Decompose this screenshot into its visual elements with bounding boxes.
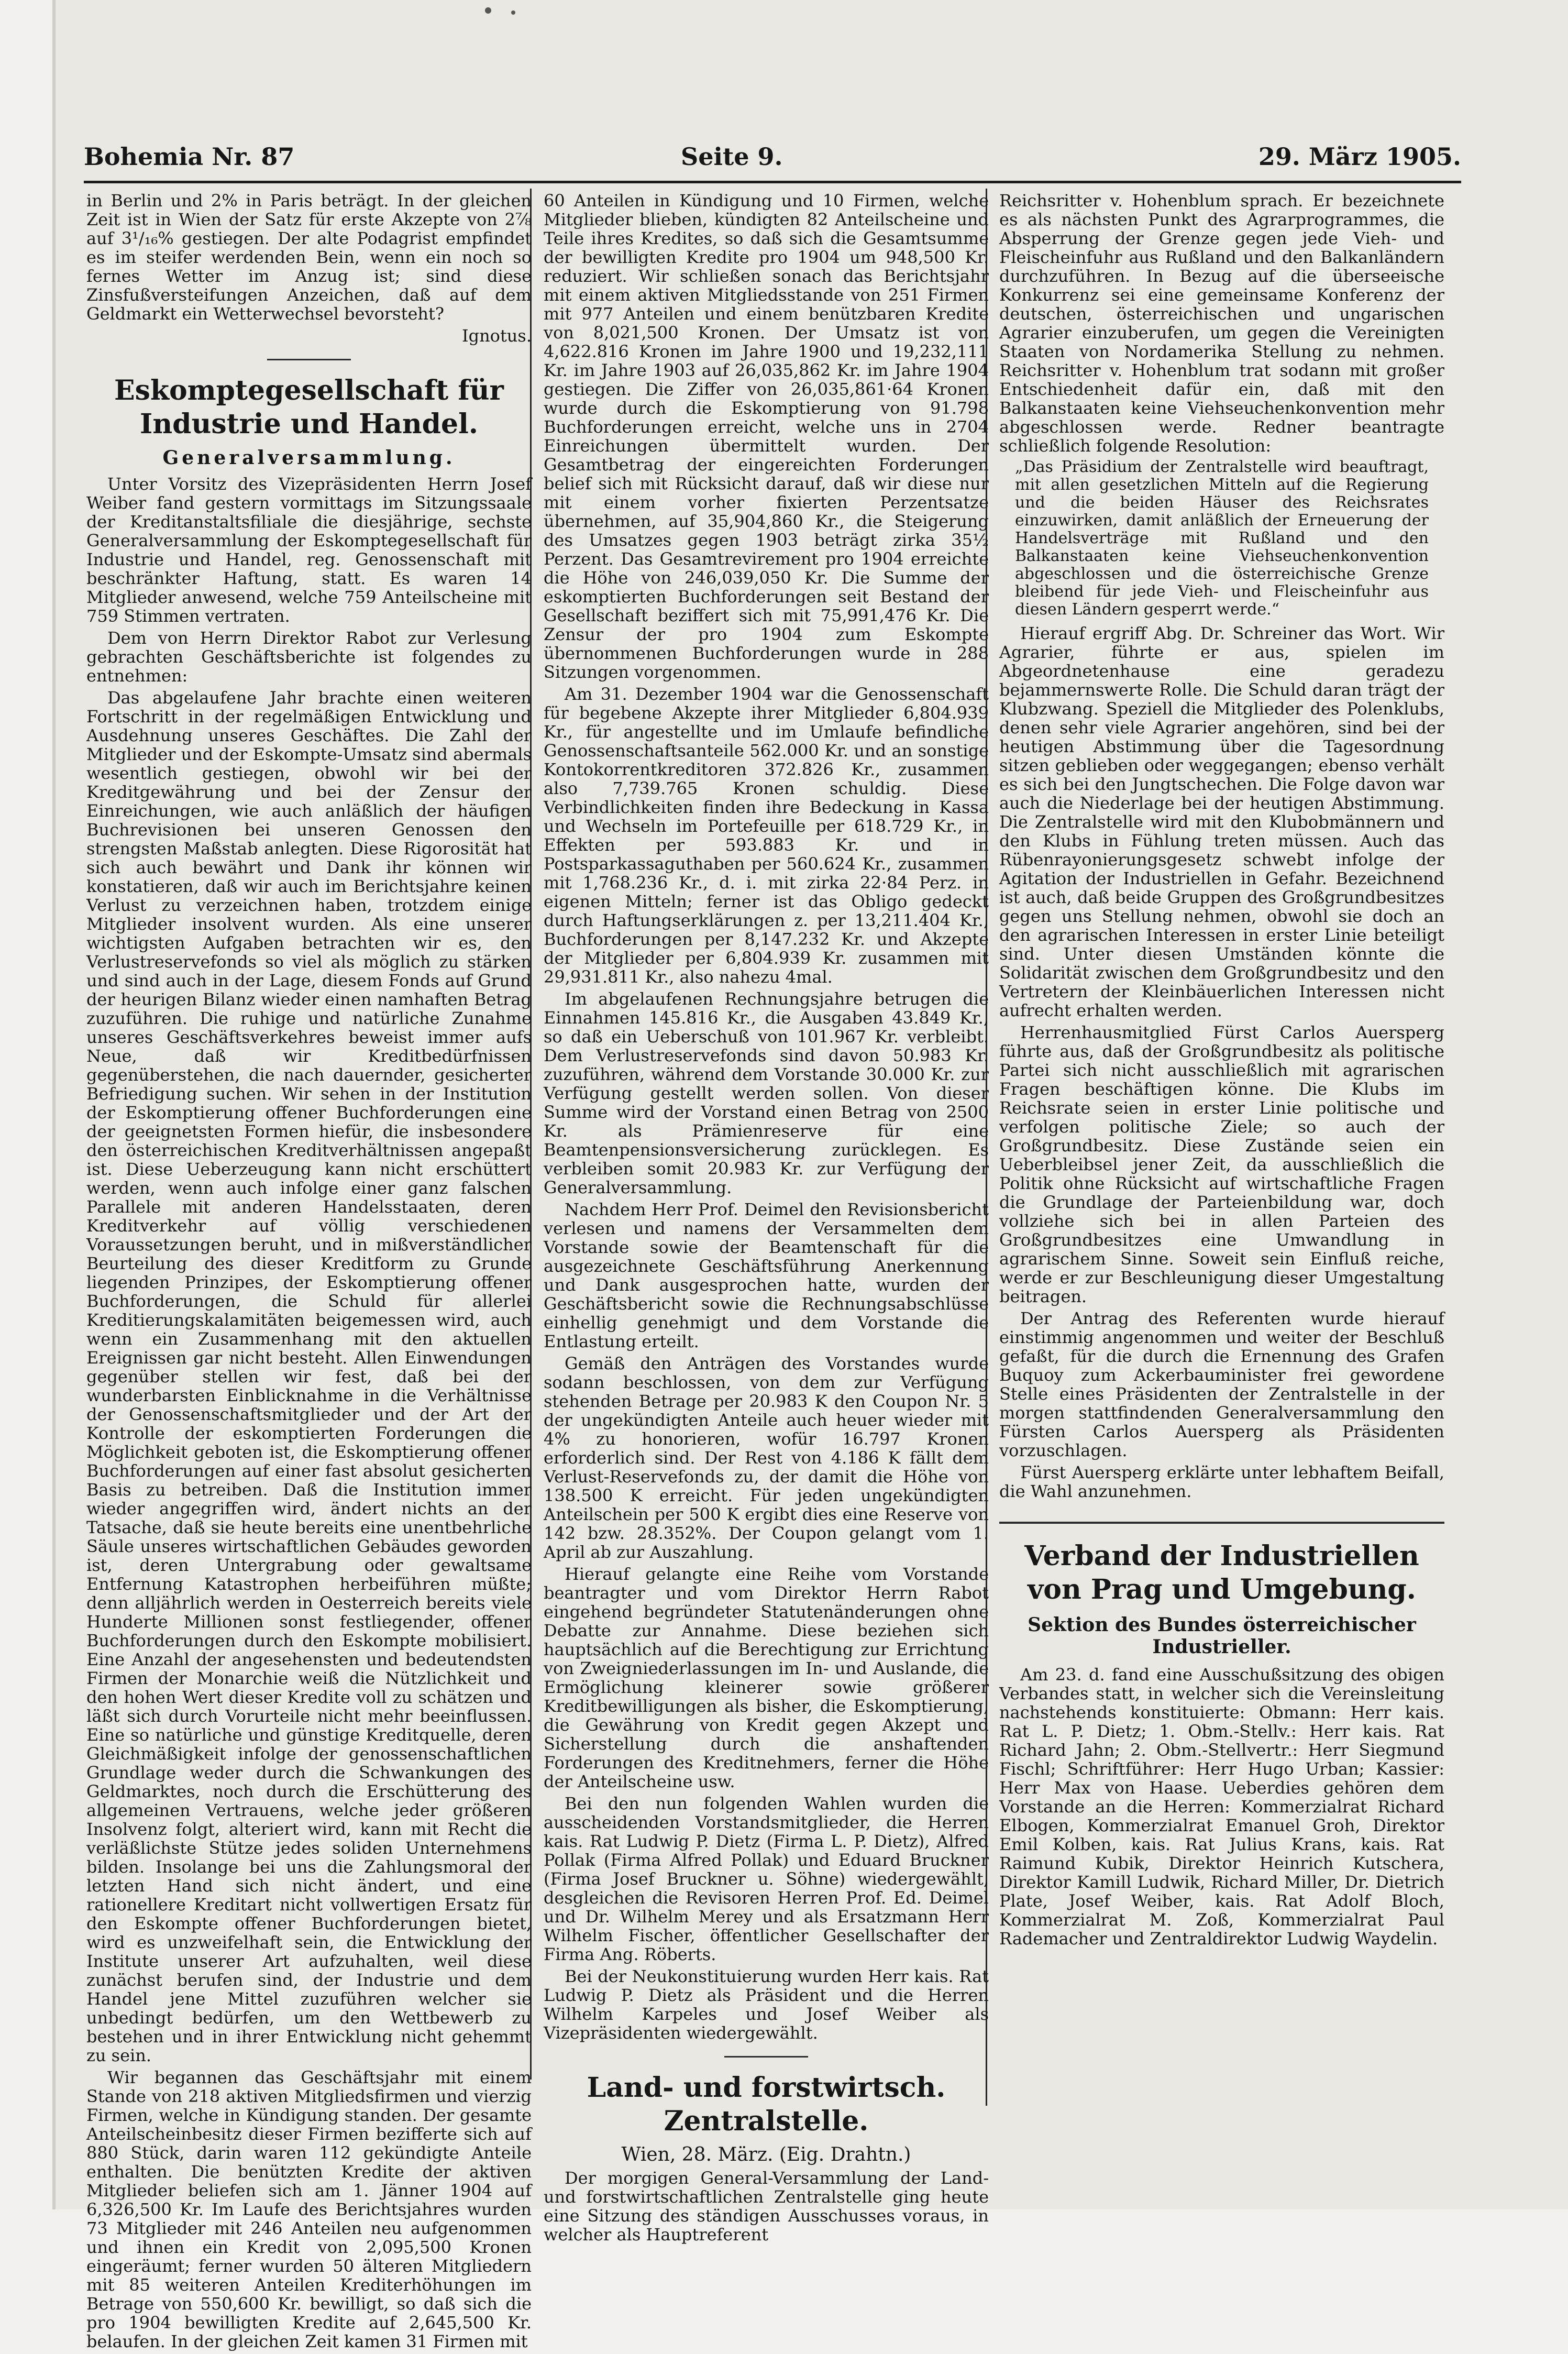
article-paragraph: Unter Vorsitz des Vizepräsidenten Herrn Josef Weiber fand gestern vormittags im Sitzungssaale der Kreditanstaltsfiliale die diesjährige, sechste Generalversammlung der Eskomptegesellschaft für Industrie und Handel, reg. Genossenschaft mit beschränkter Haftung, statt. Es waren 14 Mitglieder anwesend, welche 759 Anteilscheine mit 759 Stimmen vertraten. bbox=[86, 474, 532, 626]
article-paragraph: Am 31. Dezember 1904 war die Genossenschaft für begebene Akzepte ihrer Mitglieder 6,804.939 Kr., für angestellte und im Umlaufe befindliche Genossenschaftsanteile 562.000 Kr. und an sonstige Kontokorrentkreditoren 372.826 Kr., zusammen also 7,739.765 Kronen schuldig. Diese Verbindlichkeiten finden ihre Bedeckung in Kassa und Wechseln im Portefeuille per 618.729 Kr., in Effekten per 593.883 Kr. und in Postsparkassaguthaben per 560.624 Kr., zusammen mit 1,768.236 Kr., d. i. mit zirka 22·84 Perz. in eigenen Mitteln; ferner ist das Obligo gedeckt durch Haftungserklärungen z. per 13,211.404 Kr., Buchforderungen per 8,147.232 Kr. und Akzepte der Mitglieder per 6,804.939 Kr. zusammen mit 29,931.811 Kr., also nahezu 4mal. bbox=[544, 684, 989, 987]
article-signature: Ignotus. bbox=[461, 326, 532, 346]
scan-dot bbox=[511, 10, 515, 15]
article-dateline: Wien, 28. März. (Eig. Drahtn.) bbox=[621, 2144, 911, 2165]
article-paragraph: in Berlin und 2% in Paris beträgt. In der gleichen Zeit ist in Wien der Satz für erste Akzepte von 2⅞ auf 3¹/₁₆% gestiegen. Der alte Podagrist empfindet es im steifer werdenden Bein, wenn ein noch so fernes Wetter im Anzug ist; sind diese Zinsfußversteifungen Anzeichen, daß auf dem Geldmarkt ein Wetterwechsel bevorsteht? bbox=[86, 191, 532, 324]
article-paragraph: Der morgigen General-Versammlung der Land- und forstwirtschaftlichen Zentralstelle ging heute eine Sitzung des ständigen Ausschusses voraus, in welcher als Hauptreferent bbox=[544, 2168, 989, 2245]
article-paragraph: Wir begannen das Geschäftsjahr mit einem Stande von 218 aktiven Mitgliedsfirmen und vierzig Firmen, welche in Kündigung standen. Der gesamte Anteilscheinbesitz dieser Firmen bezifferte sich auf 880 Stück, darin waren 112 gekündigte Anteile enthalten. Die benützten Kredite der aktiven Mitglieder beliefen sich am 1. Jänner 1904 auf 6,326,500 Kr. Im Laufe des Berichtsjahres wurden 73 Mitglieder mit 246 Anteilen neu aufgenommen und ihnen ein Kredit von 2,095,500 Kronen eingeräumt; ferner wurden 50 älteren Mitgliedern mit 85 weiteren Anteilen Krediterhöhungen im Betrage von 550,600 Kr. bewilligt, so daß sich die pro 1904 bewilligten Kredite auf 2,645,500 Kr. belaufen. In der gleichen Zeit kamen 31 Firmen mit bbox=[86, 2067, 532, 2351]
article-paragraph: Am 23. d. fand eine Ausschußsitzung des obigen Verbandes statt, in welcher sich die Vereinsleitung nachstehends konstituierte: Obmann: Herr kais. Rat L. P. Dietz; 1. Obm.-Stellv.: Herr kais. Rat Richard Jahn; 2. Obm.-Stellvertr.: Herr Siegmund Fischl; Schriftführer: Herr Hugo Urban; Kassier: Herr Max von Haase. Ueberdies gehören dem Vorstande an die Herren: Kommerzialrat Richard Elbogen, Kommerzialrat Emanuel Groh, Direktor Emil Kolben, kais. Rat Julius Krans, kais. Rat Raimund Kubik, Direktor Heinrich Kutschera, Direktor Kamill Ludwik, Richard Miller, Dr. Dietrich Plate, Josef Weiber, kais. Rat Adolf Bloch, Kommerzialrat M. Zoß, Kommerzialrat Paul Rademacher und Zentraldirektor Ludwig Waydelin. bbox=[999, 1665, 1444, 1949]
divider-line bbox=[999, 1522, 1444, 1524]
article-paragraph: Gemäß den Anträgen des Vorstandes wurde sodann beschlossen, von dem zur Verfügung stehenden Betrage per 20.983 K den Coupon Nr. 5 der ungekündigten Anteile auch heuer wieder mit 4% zu honorieren, wofür 16.797 Kronen erforderlich sind. Der Rest von 4.186 K fällt dem Verlust-Reservefonds zu, der damit die Höhe von 138.500 K erreicht. Für jeden ungekündigten Anteilschein per 500 K ergibt dies eine Reserve von 142 bzw. 28.352%. Der Coupon gelangt vom 1. April ab zur Auszahlung. bbox=[544, 1354, 989, 1562]
column-2 bbox=[544, 191, 989, 2247]
article-paragraph: Herrenhausmitglied Fürst Carlos Auersperg führte aus, daß der Großgrundbesitz als politische Partei sich nicht ausschließlich mit agrarischen Fragen beschäftigen könne. Die Klubs im Reichsrate seien in erster Linie politische und verfolgen politische Ziele; so auch der Großgrundbesitz. Diese Zustände seien ein Ueberbleibsel jener Zeit, da ausschließlich die Politik ohne Rücksicht auf wirtschaftliche Fragen die Grundlage der Parteienbildung war, doch vollziehe sich bei in allen Parteien des Großgrundbesitzes eine Umwandlung in agrarischem Sinne. Soweit sein Einfluß reiche, werde er zur Beschleunigung dieser Umgestaltung beitragen. bbox=[999, 1022, 1444, 1306]
resolution-quote: „Das Präsidium der Zentralstelle wird beauftragt, mit allen gesetzlichen Mitteln auf die Regierung und die beiden Häuser des Reichsrates einzuwirken, damit anläßlich der Erneuerung der Handelsverträge mit Rußland und den Balkanstaaten keine Viehseuchenkonvention abgeschlossen und die österreichische Grenze bleibend für jede Vieh- und Fleischeinfuhr aus diesen Ländern gesperrt werde.“ bbox=[1015, 458, 1429, 619]
article-paragraph: Fürst Auersperg erklärte unter lebhaftem Beifall, die Wahl anzunehmen. bbox=[999, 1462, 1444, 1501]
article-paragraph: Das abgelaufene Jahr brachte einen weiteren Fortschritt in der regelmäßigen Entwicklung und Ausdehnung unseres Geschäftes. Die Zahl der Mitglieder und der Eskompte-Umsatz sind abermals wesentlich gestiegen, obwohl wir bei der Kreditgewährung und bei der Zensur der Einreichungen, wie auch anläßlich der häufigen Buchrevisionen bei unseren Genossen den strengsten Maßstab anlegten. Diese Rigorosität hat sich auch bewährt und Dank ihr können wir konstatieren, daß wir auch im Berichtsjahre keinen Verlust zu verzeichnen haben, trotzdem einige Mitglieder insolvent wurden. Als eine unserer wichtigsten Aufgaben betrachten wir es, den Verlustreservefonds so viel als möglich zu stärken und sind auch in der Lage, diesem Fonds auf Grund der heurigen Bilanz wieder einen namhaften Betrag zuzuführen. Die ruhige und natürliche Zunahme unseres Geschäftsverkehres beweist immer aufs Neue, daß wir Kreditbedürfnissen gegenüberstehen, die nach dauernder, gesicherter Befriedigung suchen. Wir sehen in der Institution der Eskomptierung offener Buchforderungen eine der geeignetsten Formen hiefür, die insbesondere den österreichischen Kreditverhältnissen angepaßt ist. Diese Ueberzeugung kann nicht erschüttert werden, wenn auch infolge einer ganz falschen Parallele mit anderen Handelsstaaten, deren Kreditverkehr auf völlig verschiedenen Voraussetzungen beruht, und in mißverständlicher Beurteilung des dieser Kreditform zu Grunde liegenden Prinzipes, der Eskomptierung offener Buchforderungen, die Schuld für allerlei Kreditierungskalamitäten beigemessen wird, auch wenn ein Zusammenhang mit den aktuellen Ereignissen gar nicht besteht. Allen Einwendungen gegenüber stellen wir fest, daß bei der wunderbarsten Einblicknahme in die Verhältnisse der Genossenschaftsmitglieder und der Art der Kontrolle der eskomptierten Forderungen die Möglichkeit geboten ist, die Eskomptierung offener Buchforderungen auf einer fast absolut gesicherten Basis zu betreiben. Daß die Institution immer wieder angegriffen wird, ändert nichts an der Tatsache, daß sie heute bereits eine unentbehrliche Säule unseres wirtschaftlichen Gebäudes geworden ist, deren Untergrabung oder gewaltsame Entfernung Katastrophen herbeiführen müßte; denn alljährlich werden in Oesterreich bereits viele Hunderte Millionen sonst festliegender, offener Buchforderungen durch den Eskompte mobilisiert. Eine Anzahl der angesehensten und bedeutendsten Firmen der Monarchie weiß die Nützlichkeit und den hohen Wert dieser Kredite voll zu schätzen und läßt sich durch Vorurteile nicht mehr beeinflussen. Eine so natürliche und günstige Kreditquelle, deren Gleichmäßigkeit infolge der genossenschaftlichen Grundlage weder durch die Schwankungen des Geldmarktes, noch durch die Erschütterung des allgemeinen Vertrauens, welche jeder größeren Insolvenz folgt, alteriert wird, kann mit Recht die verläßlichste Stütze jedes soliden Unternehmens bilden. Insolange bei uns die Zahlungsmoral der letzten Hand sich nicht ändert, und eine rationellere Kreditart nicht vollwertigen Ersatz für den Eskompte offener Buchforderungen bietet, wird es unzweifelhaft sein, die Entwicklung der Institute unserer Art aufzuhalten, weil diese zunächst berufen sind, der Industrie und dem Handel jene Mittel zuzuführen welcher sie unbedingt bedürfen, um den Wettbewerb zu bestehen und in ihrer Entwicklung nicht gehemmt zu sein. bbox=[86, 688, 532, 2065]
article-paragraph: Bei den nun folgenden Wahlen wurden die ausscheidenden Vorstandsmitglieder, die Herren kais. Rat Ludwig P. Dietz (Firma L. P. Dietz), Alfred Pollak (Firma Alfred Pollak) und Eduard Bruckner (Firma Josef Bruckner u. Söhne) wiedergewählt, desgleichen die Revisoren Herren Prof. Ed. Deimel und Dr. Wilhelm Merey und als Ersatzmann Herr Wilhelm Fischer, öffentlicher Gesellschafter der Firma Ang. Röberts. bbox=[544, 1794, 989, 1964]
column-3 bbox=[999, 191, 1444, 1951]
article-heading: Verband der Industriellen von Prag und Umgebung. bbox=[1024, 1540, 1419, 1605]
divider-line bbox=[724, 2056, 808, 2058]
scan-dot bbox=[485, 7, 491, 14]
article-paragraph: Dem von Herrn Direktor Rabot zur Verlesung gebrachten Geschäftsberichte ist folgendes zu entnehmen: bbox=[86, 628, 532, 686]
running-header bbox=[84, 142, 1461, 179]
article-paragraph: Der Antrag des Referenten wurde hierauf einstimmig angenommen und weiter der Beschluß gefaßt, für die durch die Ernennung des Grafen Buquoy zum Ackerbauminister frei gewordene Stelle eines Präsidenten der Zentralstelle in der morgen stattfindenden Generalversammlung den Fürsten Carlos Auersperg als Präsidenten vorzuschlagen. bbox=[999, 1308, 1444, 1460]
article-paragraph: Bei der Neukonstituierung wurden Herr kais. Rat Ludwig P. Dietz als Präsident und die Herren Wilhelm Karpeles und Josef Weiber als Vizepräsidenten wiedergewählt. bbox=[544, 1966, 989, 2043]
article-paragraph: Nachdem Herr Prof. Deimel den Revisionsbericht verlesen und namens der Versammelten dem Vorstande sowie der Beamtenschaft für die ausgezeichnete Geschäftsführung Anerkennung und Dank ausgesprochen hatte, wurden der Geschäftsbericht sowie die Rechnungsabschlüsse einhellig genehmigt und dem Vorstande die Entlastung erteilt. bbox=[544, 1200, 989, 1351]
header-page-number: Seite 9. bbox=[681, 142, 783, 171]
header-rule bbox=[84, 181, 1461, 183]
article-subheading: Generalversammlung. bbox=[162, 447, 456, 469]
column-1 bbox=[86, 191, 532, 2354]
article-paragraph: Hierauf gelangte eine Reihe vom Vorstande beantragter und vom Direktor Herrn Rabot eingehend begründeter Statutenänderungen ohne Debatte zur Annahme. Diese beziehen sich hauptsächlich auf die Berechtigung zur Errichtung von Zweigniederlassungen im In- und Auslande, die Ermöglichung kleinerer sowie größerer Kreditbewilligungen als bisher, die Eskomptierung, die Gewährung von Kredit gegen Akzept und Sicherstellung durch die anshaftenden Forderungen des Kreditnehmers, ferner die Höhe der Anteilscheine usw. bbox=[544, 1564, 989, 1791]
article-paragraph: 60 Anteilen in Kündigung und 10 Firmen, welche Mitglieder blieben, kündigten 82 Anteilscheine und Teile ihres Kredites, so daß sich die Gesamtsumme der bewilligten Kredite pro 1904 um 948,500 Kr. reduziert. Wir schließen sonach das Berichtsjahr mit einem aktiven Mitgliedsstande von 251 Firmen mit 977 Anteilen und einem benützbaren Kredite von 8,021,500 Kronen. Der Umsatz ist von 4,622.816 Kronen im Jahre 1900 und 19,232,111 Kr. im Jahre 1903 auf 26,035,862 Kr. im Jahre 1904 gestiegen. Die Ziffer von 26,035,861·64 Kronen wurde durch die Eskomptierung von 91.798 Buchforderungen erreicht, welche uns in 2704 Einreichungen übermittelt wurden. Der Gesamtbetrag der eingereichten Forderungen belief sich mit Rücksicht darauf, daß wir diese nur mit einem vorher fixierten Perzentsatze übernehmen, auf 35,904,860 Kr., die Steigerung des Umsatzes gegen 1903 beträgt zirka 35½ Perzent. Das Gesamtrevirement pro 1904 erreichte die Höhe von 246,039,050 Kr. Die Summe der eskomptierten Buchforderungen seit Bestand der Gesellschaft beziffert sich mit 75,991,476 Kr. Die Zensur der pro 1904 zum Eskompte übernommenen Buchforderungen wurde in 288 Sitzungen vorgenommen. bbox=[544, 191, 989, 682]
article-heading: Eskomptegesellschaft für Industrie und Handel. bbox=[114, 375, 504, 440]
article-paragraph: Reichsritter v. Hohenblum sprach. Er bezeichnete es als nächsten Punkt des Agrarprogrammes, die Absperrung der Grenze gegen jede Vieh- und Fleischeinfuhr aus Rußland und den Balkanländern durchzuführen. In Bezug auf die überseeische Konkurrenz sei eine gemeinsame Konferenz der deutschen, österreichischen und ungarischen Agrarier einzuberufen, um gegen die Vereinigten Staaten von Nordamerika Stellung zu nehmen. Reichsritter v. Hohenblum trat sodann mit großer Entschiedenheit dafür ein, daß mit den Balkanstaaten keine Viehseuchenkonvention mehr abgeschlossen werde. Redner beantragte schließlich folgende Resolution: bbox=[999, 191, 1444, 456]
article-paragraph: Im abgelaufenen Rechnungsjahre betrugen die Einnahmen 145.816 Kr., die Ausgaben 43.849 Kr., so daß ein Ueberschuß von 101.967 Kr. verbleibt. Dem Verlustreservefonds sind davon 50.983 Kr. zuzuführen, während dem Vorstande 30.000 Kr. zur Verfügung gestellt werden sollen. Von dieser Summe wird der Vorstand einen Betrag von 2500 Kr. als Prämienreserve für eine Beamtenpensionsversicherung zurücklegen. Es verbleiben somit 20.983 Kr. zur Verfügung der Generalversammlung. bbox=[544, 989, 989, 1197]
header-publication: Bohemia Nr. 87 bbox=[84, 142, 295, 171]
header-date: 29. März 1905. bbox=[1258, 142, 1461, 171]
article-paragraph: Hierauf ergriff Abg. Dr. Schreiner das Wort. Wir Agrarier, führte er aus, spielen im Abgeordnetenhause eine geradezu bejammernswerte Rolle. Die Schuld daran trägt der Klubzwang. Speziell die Mitglieder des Polenklubs, denen sehr viele Agrarier angehören, sind bei der heutigen Abstimmung über die Tagesordnung sitzen geblieben oder weggegangen; ebenso verhält es sich bei den Jungtschechen. Die Folge davon war auch die Niederlage bei der heutigen Abstimmung. Die Zentralstelle wird mit den Klubobmännern und den Klubs in Fühlung treten müssen. Auch das Rübenrayonierungsgesetz schwebt infolge der Agitation der Industriellen in Gefahr. Bezeichnend ist auch, daß beide Gruppen des Großgrundbesitzes gegen uns Stellung nehmen, obwohl sie doch an den agrarischen Interessen in erster Linie beteiligt sind. Unter diesen Umständen könnte die Solidarität zwischen dem Großgrundbesitz und den Vertretern der Kleinbäuerlichen Interessen nicht aufrecht erhalten werden. bbox=[999, 623, 1444, 1020]
divider-line bbox=[267, 359, 351, 360]
article-subheading: Sektion des Bundes österreichischer Industrieller. bbox=[1028, 1614, 1416, 1658]
article-heading: Land- und forstwirtsch. Zentralstelle. bbox=[587, 2072, 946, 2137]
